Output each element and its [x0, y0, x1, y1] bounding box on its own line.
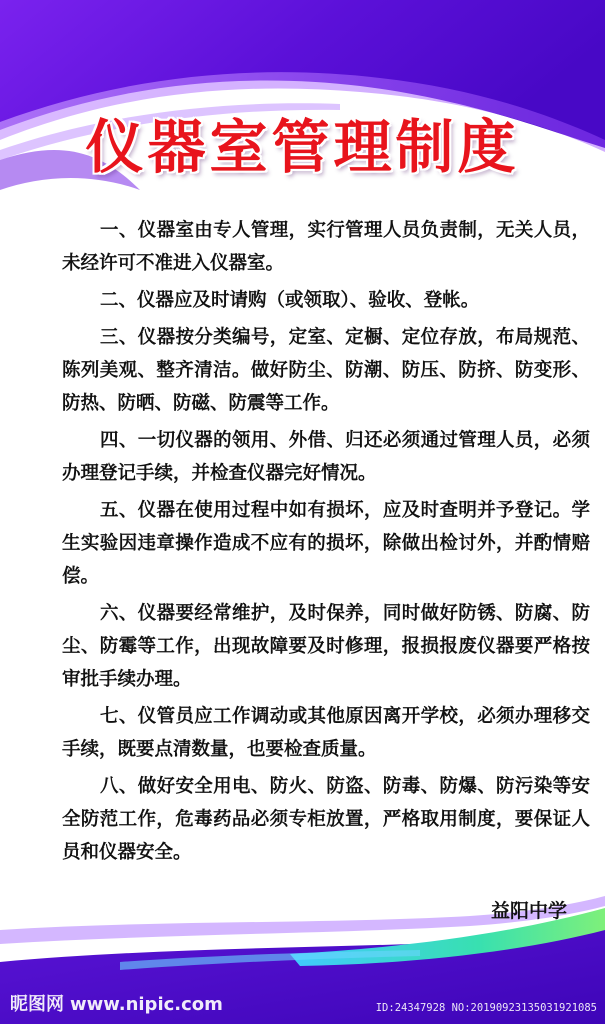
watermark-site-url: www.nipic.com — [70, 994, 223, 1015]
rule-item: 三、仪器按分类编号，定室、定橱、定位存放，布局规范、陈列美观、整齐清洁。做好防尘、防潮、防压、防挤、防变形、防热、防晒、防磁、防震等工作。 — [62, 327, 590, 414]
rule-item: 四、一切仪器的领用、外借、归还必须通过管理人员，必须办理登记手续，并检查仪器完好情况。 — [62, 430, 590, 484]
rule-item: 七、仪管员应工作调动或其他原因离开学校，必须办理移交手续，既要点清数量，也要检查质量。 — [62, 706, 590, 760]
rule-item: 一、仪器室由专人管理，实行管理人员负责制，无关人员，未经许可不准进入仪器室。 — [62, 220, 590, 274]
page-title: 仪器室管理制度 — [85, 113, 520, 181]
watermark-site-name: 昵图网 — [10, 994, 64, 1015]
rule-item: 八、做好安全用电、防火、防盗、防毒、防爆、防污染等安全防范工作，危毒药品必须专柜放置，严格取用制度，要保证人员和仪器安全。 — [62, 776, 590, 863]
rule-item: 六、仪器要经常维护，及时保养，同时做好防锈、防腐、防尘、防霉等工作，出现故障要及时修理，报损报废仪器要严格按审批手续办理。 — [62, 603, 590, 690]
rules-list — [62, 214, 590, 873]
rule-item: 五、仪器在使用过程中如有损坏，应及时查明并予登记。学生实验因违章操作造成不应有的损坏，除做出检讨外，并酌情赔偿。 — [62, 500, 590, 587]
watermark-image-id: ID:24347928 NO:20190923135031921085 — [375, 1002, 597, 1014]
school-signature: 益阳中学 — [490, 900, 567, 922]
rule-item: 二、仪器应及时请购（或领取）、验收、登帐。 — [100, 290, 480, 311]
watermark-site — [10, 990, 223, 1016]
